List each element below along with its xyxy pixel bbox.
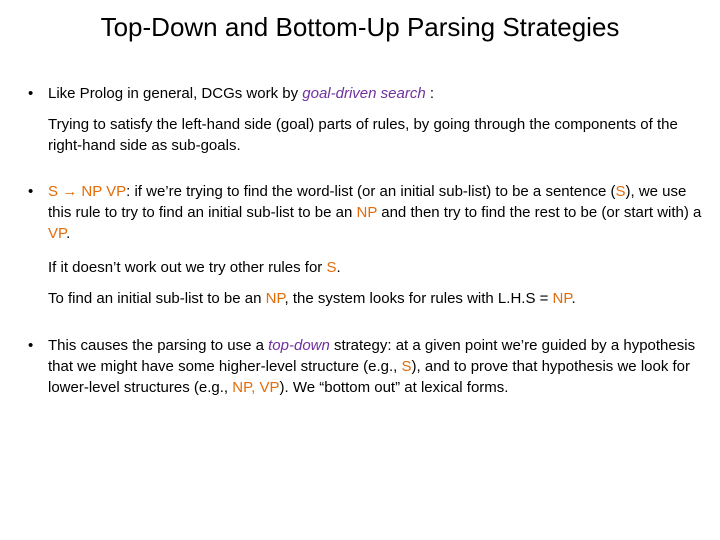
bullet-marker: • (28, 337, 34, 354)
text-span: If it doesn’t work out we try other rules for (48, 259, 327, 276)
bullet-text (48, 83, 706, 104)
paragraph-find-np (48, 288, 708, 309)
text-span: and then try to find the rest to be (or start with) a (377, 204, 702, 221)
text-span: , the system looks for rules with L.H.S = (284, 290, 553, 307)
label-np: NP (232, 379, 252, 396)
label-vp: VP (48, 225, 67, 242)
highlight-top-down: top-down (268, 337, 330, 354)
paragraph-other-rules (48, 257, 708, 278)
text-span: Like Prolog in general, DCGs work by (48, 85, 303, 102)
text-span: strategy: at a given point we’re guided by a hypothesis that we might have some higher-level structure (e.g., (48, 337, 696, 375)
text-span: ), and to prove that hypothesis we look for lower-level structures (e.g., (48, 358, 691, 396)
text-span: . (66, 225, 71, 242)
text-span: : (425, 85, 435, 102)
label-vp: VP (259, 379, 280, 396)
rule-rhs-np-vp: NP VP (81, 183, 127, 200)
label-s: S (401, 358, 412, 375)
label-np: NP (552, 290, 572, 307)
label-np: NP (356, 204, 378, 221)
label-s: S (615, 183, 626, 200)
text-span: , (251, 379, 260, 396)
slide-title: Top-Down and Bottom-Up Parsing Strategies (100, 12, 620, 42)
bullet-text (48, 181, 706, 244)
paragraph-satisfy-goals: Trying to satisfy the left-hand side (goal) parts of rules, by going through the components of the right-hand side as sub-goals. (48, 116, 678, 154)
bullet-marker: • (28, 85, 34, 102)
bullet-text (48, 335, 706, 398)
text-span: ). We “bottom out” at lexical forms. (279, 379, 509, 396)
rule-lhs-s: S (48, 183, 59, 200)
right-arrow-icon: → (62, 183, 78, 200)
bullet-marker: • (28, 183, 34, 200)
label-s: S (326, 259, 337, 276)
text-span: . (336, 259, 341, 276)
text-span: ), we use this rule to try to find an initial sub-list to be an (48, 183, 687, 221)
text-span: To find an initial sub-list to be an (48, 290, 266, 307)
highlight-goal-driven-search: goal-driven search (302, 85, 426, 102)
label-np: NP (265, 290, 285, 307)
text-span: . (571, 290, 576, 307)
text-span: : if we’re trying to find the word-list (or an initial sub-list) to be a sentence ( (126, 183, 616, 200)
text-span: This causes the parsing to use a (48, 337, 269, 354)
